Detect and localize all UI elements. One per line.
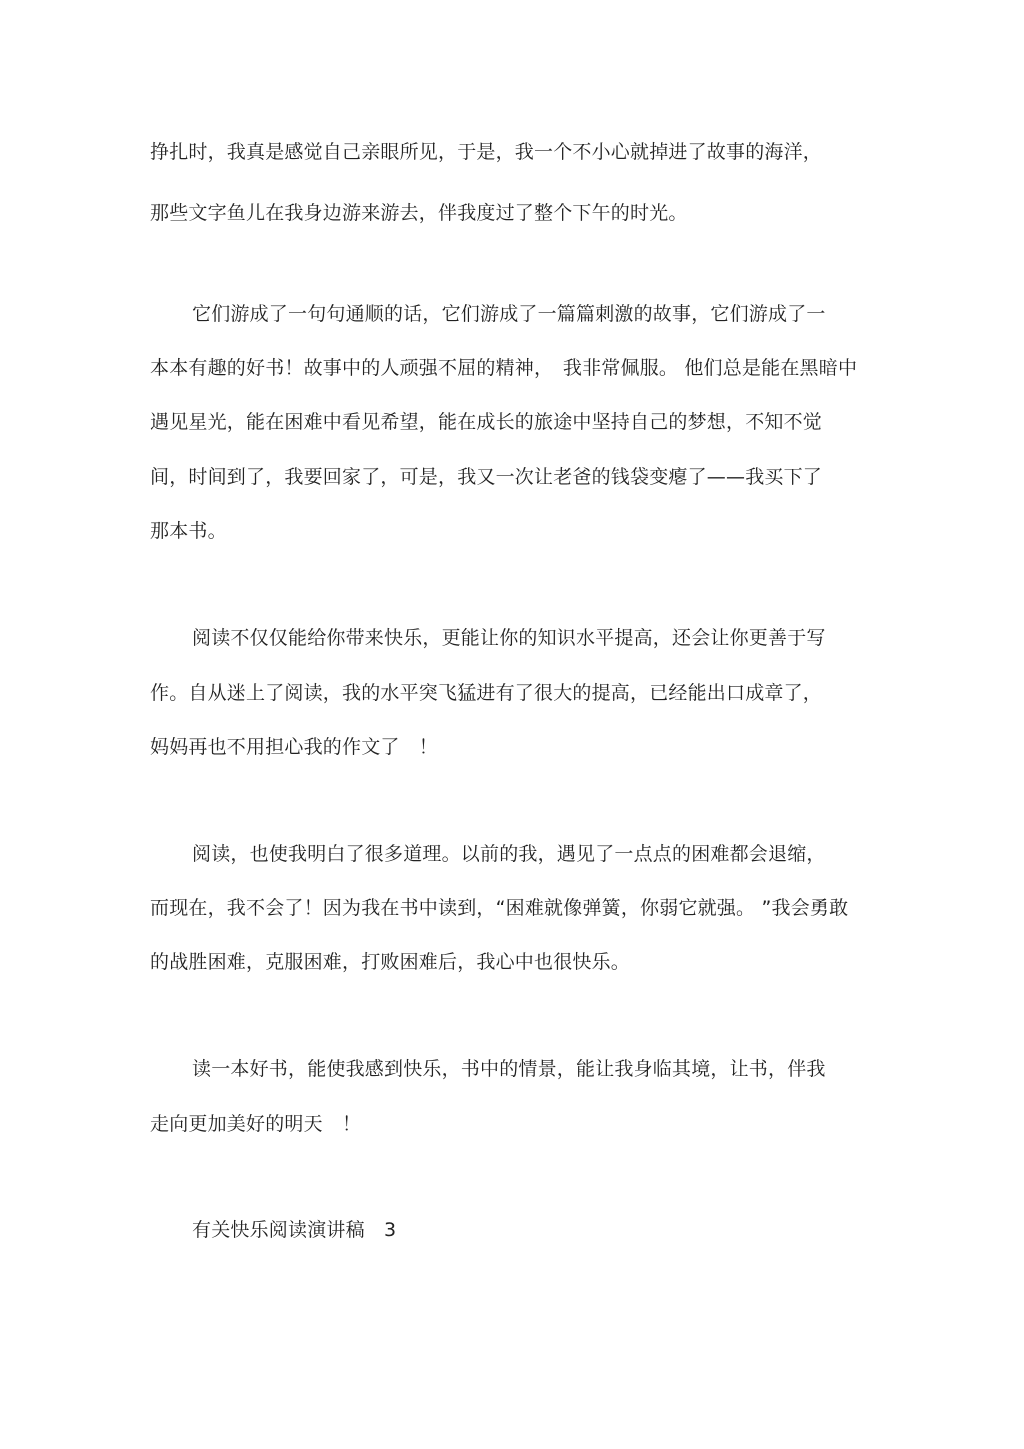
paragraph-2-line-2: 本本有趣的好书！故事中的人顽强不屈的精神， 我非常佩服。 他们总是能在黑暗中 [150,357,858,379]
paragraph-2-line-3: 遇见星光，能在困难中看见希望，能在成长的旅途中坚持自己的梦想，不知不觉 [150,411,823,433]
paragraph-4-line-2: 而现在，我不会了！因为我在书中读到，“困难就像弹簧，你弱它就强。 ”我会勇敢 [150,897,849,919]
paragraph-2-line-4: 间，时间到了，我要回家了，可是，我又一次让老爸的钱袋变瘪了——我买下了 [150,466,823,488]
paragraph-3-line-3: 妈妈再也不用担心我的作文了 ！ [150,736,439,758]
paragraph-2-line-5: 那本书。 [150,520,227,542]
paragraph-4-line-3: 的战胜困难，克服困难，打败困难后，我心中也很快乐。 [150,951,631,973]
paragraph-3-line-2: 作。自从迷上了阅读，我的水平突飞猛进有了很大的提高，已经能出口成章了， [150,682,823,704]
paragraph-5-line-1: 读一本好书，能使我感到快乐，书中的情景，能让我身临其境，让书，伴我 [192,1058,826,1080]
paragraph-5-line-2: 走向更加美好的明天 ！ [150,1113,362,1135]
section-heading: 有关快乐阅读演讲稿 3 [192,1219,397,1241]
paragraph-1-line-1: 挣扎时，我真是感觉自己亲眼所见，于是，我一个不小心就掉进了故事的海洋， [150,141,823,163]
paragraph-2-line-1: 它们游成了一句句通顺的话，它们游成了一篇篇刺激的故事，它们游成了一 [192,303,826,325]
paragraph-1-line-2: 那些文字鱼儿在我身边游来游去，伴我度过了整个下午的时光。 [150,202,688,224]
paragraph-4-line-1: 阅读，也使我明白了很多道理。以前的我，遇见了一点点的困难都会退缩， [192,843,826,865]
paragraph-3-line-1: 阅读不仅仅能给你带来快乐，更能让你的知识水平提高，还会让你更善于写 [192,627,826,649]
